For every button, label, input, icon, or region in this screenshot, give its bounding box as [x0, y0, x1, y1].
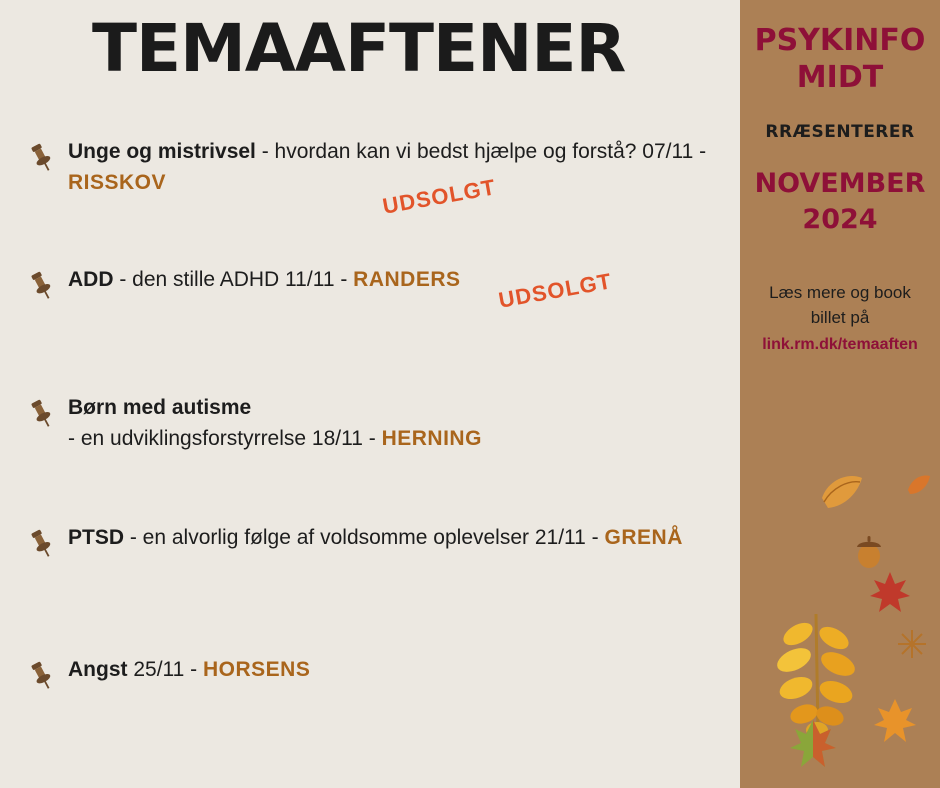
event-title: Angst — [68, 658, 128, 681]
event-list — [0, 136, 740, 744]
list-item[interactable] — [0, 522, 740, 612]
event-description: - en udviklingsforstyrrelse 18/11 - — [68, 427, 382, 450]
brand-line-2: MIDT — [796, 60, 884, 95]
maple-leaf-icon — [872, 696, 918, 746]
event-description: - hvordan kan vi bedst hjælpe og forstå? 07/11 - — [255, 140, 707, 163]
brand-line-1: PSYKINFO — [754, 23, 926, 58]
event-place: GRENÅ — [604, 526, 683, 549]
page-title: TEMAAFTENER — [92, 10, 626, 87]
presents-label: RRÆSENTERER — [765, 122, 915, 142]
event-description: - en alvorlig følge af voldsomme oplevelser 21/11 - — [124, 526, 605, 549]
event-title: Unge og mistrivsel — [68, 140, 256, 163]
event-text — [68, 392, 708, 454]
list-item[interactable] — [0, 136, 740, 226]
month-label: NOVEMBER — [754, 168, 926, 199]
pushpin-icon — [26, 270, 58, 302]
event-place: RANDERS — [353, 268, 461, 291]
year-label: 2024 — [802, 204, 878, 235]
list-item[interactable] — [0, 654, 740, 744]
pushpin-icon — [26, 528, 58, 560]
event-description: 25/11 - — [127, 658, 203, 681]
booking-line-1: Læs mere og book — [769, 283, 911, 302]
event-text — [68, 522, 708, 553]
booking-info — [740, 280, 940, 357]
date-block — [740, 166, 940, 238]
event-place: HORSENS — [203, 658, 311, 681]
leaf-icon — [818, 468, 866, 514]
event-text — [68, 136, 708, 198]
event-place: HERNING — [381, 427, 482, 450]
leaf-icon — [906, 472, 932, 498]
pushpin-icon — [26, 660, 58, 692]
pushpin-icon — [26, 142, 58, 174]
list-item[interactable] — [0, 392, 740, 482]
event-title: ADD — [68, 268, 114, 291]
acorn-icon — [852, 534, 886, 570]
event-description: - den stille ADHD 11/11 - — [113, 268, 354, 291]
status-badge: UDSOLGT — [496, 268, 614, 313]
event-title: Børn med autisme — [68, 396, 252, 419]
maple-leaf-icon — [788, 716, 838, 772]
booking-link[interactable]: link.rm.dk/temaaften — [762, 336, 918, 353]
booking-line-2: billet på — [810, 308, 870, 327]
pushpin-icon — [26, 398, 58, 430]
event-place: RISSKOV — [68, 171, 167, 194]
event-title: PTSD — [68, 526, 125, 549]
list-item[interactable] — [0, 264, 740, 354]
event-text — [68, 654, 708, 685]
status-badge: UDSOLGT — [380, 174, 498, 219]
star-leaf-icon — [896, 628, 928, 660]
sidebar — [740, 0, 940, 788]
maple-leaf-icon — [868, 570, 912, 616]
brand-logo — [740, 22, 940, 96]
